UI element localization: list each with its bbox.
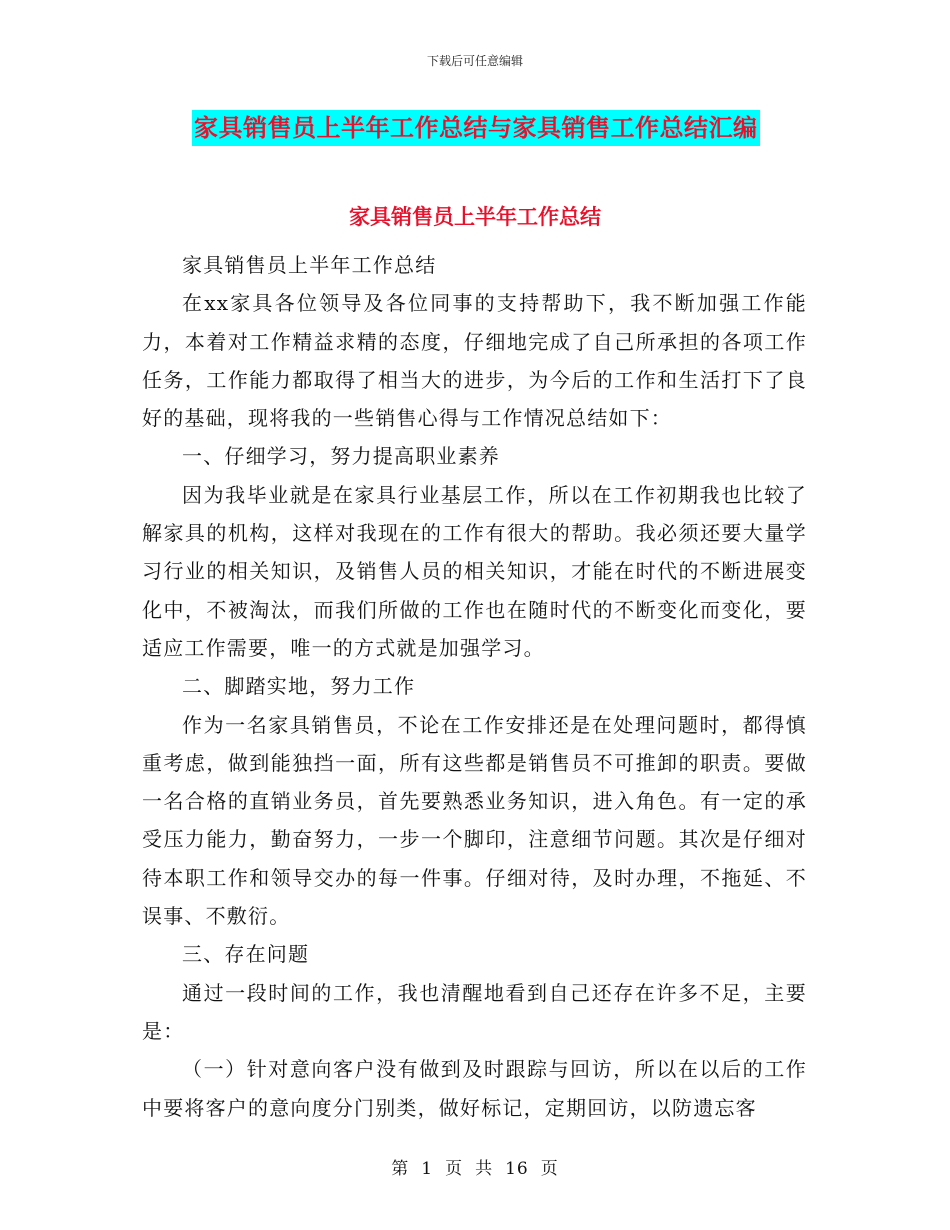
main-title: 家具销售员上半年工作总结与家具销售工作总结汇编	[192, 110, 760, 146]
paragraph: 通过一段时间的工作，我也清醒地看到自己还存在许多不足，主要是：	[142, 980, 807, 1043]
footer-page-unit: 页	[445, 1159, 464, 1179]
paragraph: 在xx家具各位领导及各位同事的支持帮助下，我不断加强工作能力，本着对工作精益求精的态度，仔细地完成了自己所承担的各项工作任务，工作能力都取得了相当大的进步，为今后的工作和生活打下了良好的基础，现将我的一些销售心得与工作情况总结如下：	[142, 291, 807, 431]
section-heading: 三、存在问题	[182, 942, 310, 967]
section-heading: 一、仔细学习，努力提高职业素养	[182, 444, 500, 469]
paragraph: （一）针对意向客户没有做到及时跟踪与回访，所以在以后的工作中要将客户的意向度分门别类，做好标记，定期回访，以防遗忘客	[142, 1057, 807, 1120]
paragraph: 作为一名家具销售员，不论在工作安排还是在处理问题时，都得慎重考虑，做到能独挡一面，所有这些都是销售员不可推卸的职责。要做一名合格的直销业务员，首先要熟悉业务知识，进入角色。有一定的承受压力能力，勤奋努力，一步一个脚印，注意细节问题。其次是仔细对待本职工作和领导交办的每一件事。仔细对待，及时办理，不拖延、不误事、不敷衍。	[142, 712, 807, 929]
paragraph: 家具销售员上半年工作总结	[182, 253, 437, 277]
footer-page-word: 第	[391, 1159, 410, 1179]
footer-total-word: 共	[475, 1159, 494, 1179]
footer-page-number: 1	[421, 1159, 434, 1179]
section-title: 家具销售员上半年工作总结	[349, 205, 601, 229]
footer-total-unit: 页	[540, 1159, 559, 1179]
body-text	[142, 246, 807, 1127]
main-title-container	[192, 110, 802, 146]
footer-total-pages: 16	[505, 1159, 529, 1179]
page-footer	[0, 1154, 950, 1179]
section-heading: 二、脚踏实地，努力工作	[182, 674, 416, 699]
header-note: 下载后可任意编辑	[426, 54, 523, 68]
paragraph: 因为我毕业就是在家具行业基层工作，所以在工作初期我也比较了解家具的机构，这样对我现在的工作有很大的帮助。我必须还要大量学习行业的相关知识，及销售人员的相关知识，才能在时代的不断进展变化中，不被淘汰，而我们所做的工作也在随时代的不断变化而变化，要适应工作需要，唯一的方式就是加强学习。	[142, 482, 807, 660]
